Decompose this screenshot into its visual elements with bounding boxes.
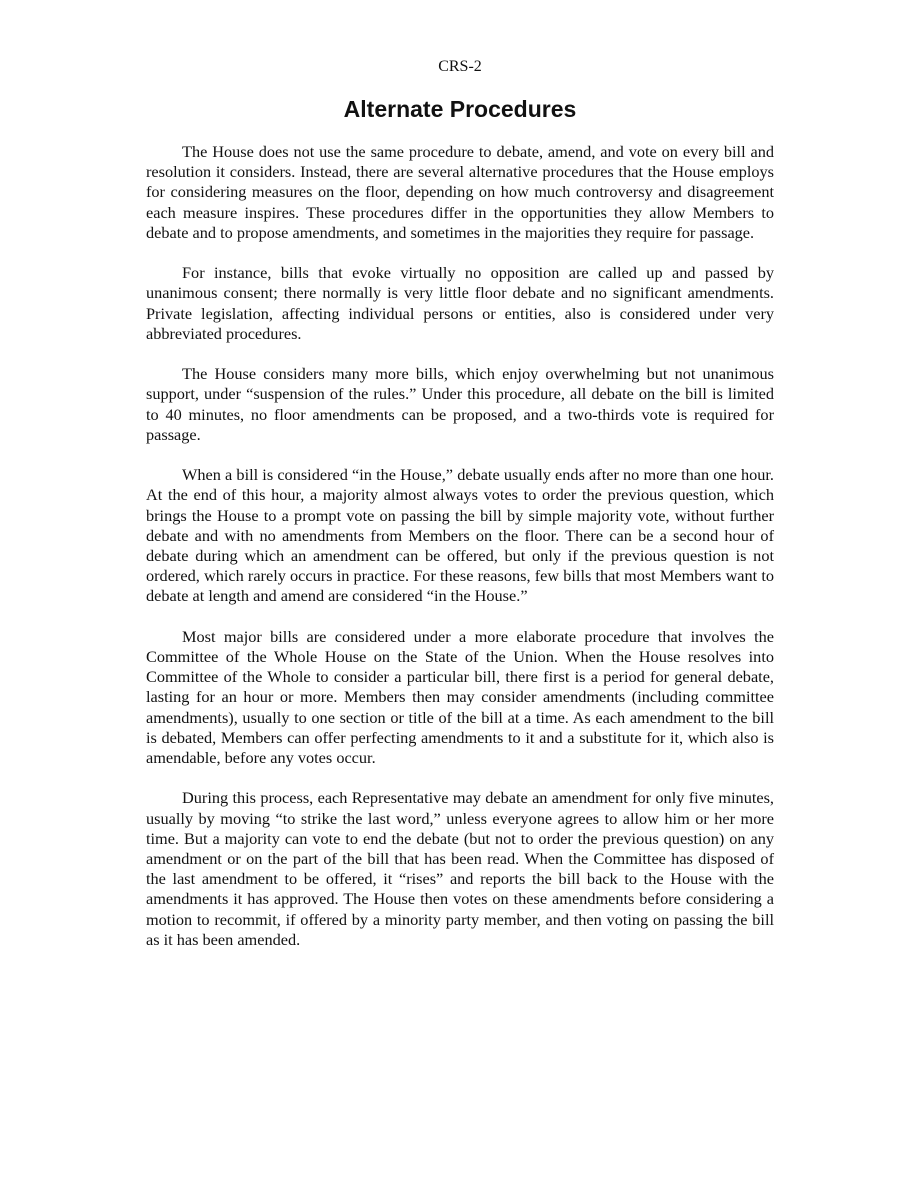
- paragraph: Most major bills are considered under a more elaborate procedure that involves the Committee of the Whole House on the State of the Union. When the House resolves into Committee of the Whole to consider a particular bill, there first is a period for general debate, lasting for an hour or more. Members then may consider amendments (including committee amendments), usually to one section or title of the bill at a time. As each amendment to the bill is debated, Members can offer perfecting amendments to it and a substitute for it, which also is amendable, before any votes occur.: [146, 626, 774, 768]
- paragraph: The House does not use the same procedure to debate, amend, and vote on every bill and resolution it considers. Instead, there are several alternative procedures that the House employs for considering measures on the floor, depending on how much controversy and disagreement each measure inspires. These procedures differ in the opportunities they allow Members to debate and to propose amendments, and sometimes in the majorities they require for passage.: [146, 142, 774, 242]
- paragraph: The House considers many more bills, which enjoy overwhelming but not unanimous support, under “suspension of the rules.” Under this procedure, all debate on the bill is limited to 40 minutes, no floor amendments can be proposed, and a two-thirds vote is required for passage.: [146, 364, 774, 444]
- page-number: CRS-2: [438, 58, 482, 75]
- section-body: [146, 142, 774, 970]
- paragraph: When a bill is considered “in the House,” debate usually ends after no more than one hour. At the end of this hour, a majority almost always votes to order the previous question, which brings the House to a prompt vote on passing the bill by simple majority vote, without further debate and with no amendments from Members on the floor. There can be a second hour of debate during which an amendment can be offered, but only if the previous question is not ordered, which rarely occurs in practice. For these reasons, few bills that most Members want to debate at length and amend are considered “in the House.”: [146, 465, 774, 606]
- section-title: Alternate Procedures: [343, 96, 577, 122]
- paragraph: For instance, bills that evoke virtually no opposition are called up and passed by unanimous consent; there normally is very little floor debate and no significant amendments. Private legislation, affecting individual persons or entities, also is considered under very abbreviated procedures.: [146, 263, 774, 343]
- paragraph: During this process, each Representative may debate an amendment for only five minutes, usually by moving “to strike the last word,” unless everyone agrees to allow him or her more time. But a majority can vote to end the debate (but not to order the previous question) on any amendment or on the part of the bill that has been read. When the Committee has disposed of the last amendment to be offered, it “rises” and reports the bill back to the House with the amendments it has approved. The House then votes on these amendments before considering a motion to recommit, if offered by a minority party member, and then voting on passing the bill as it has been amended.: [146, 788, 774, 949]
